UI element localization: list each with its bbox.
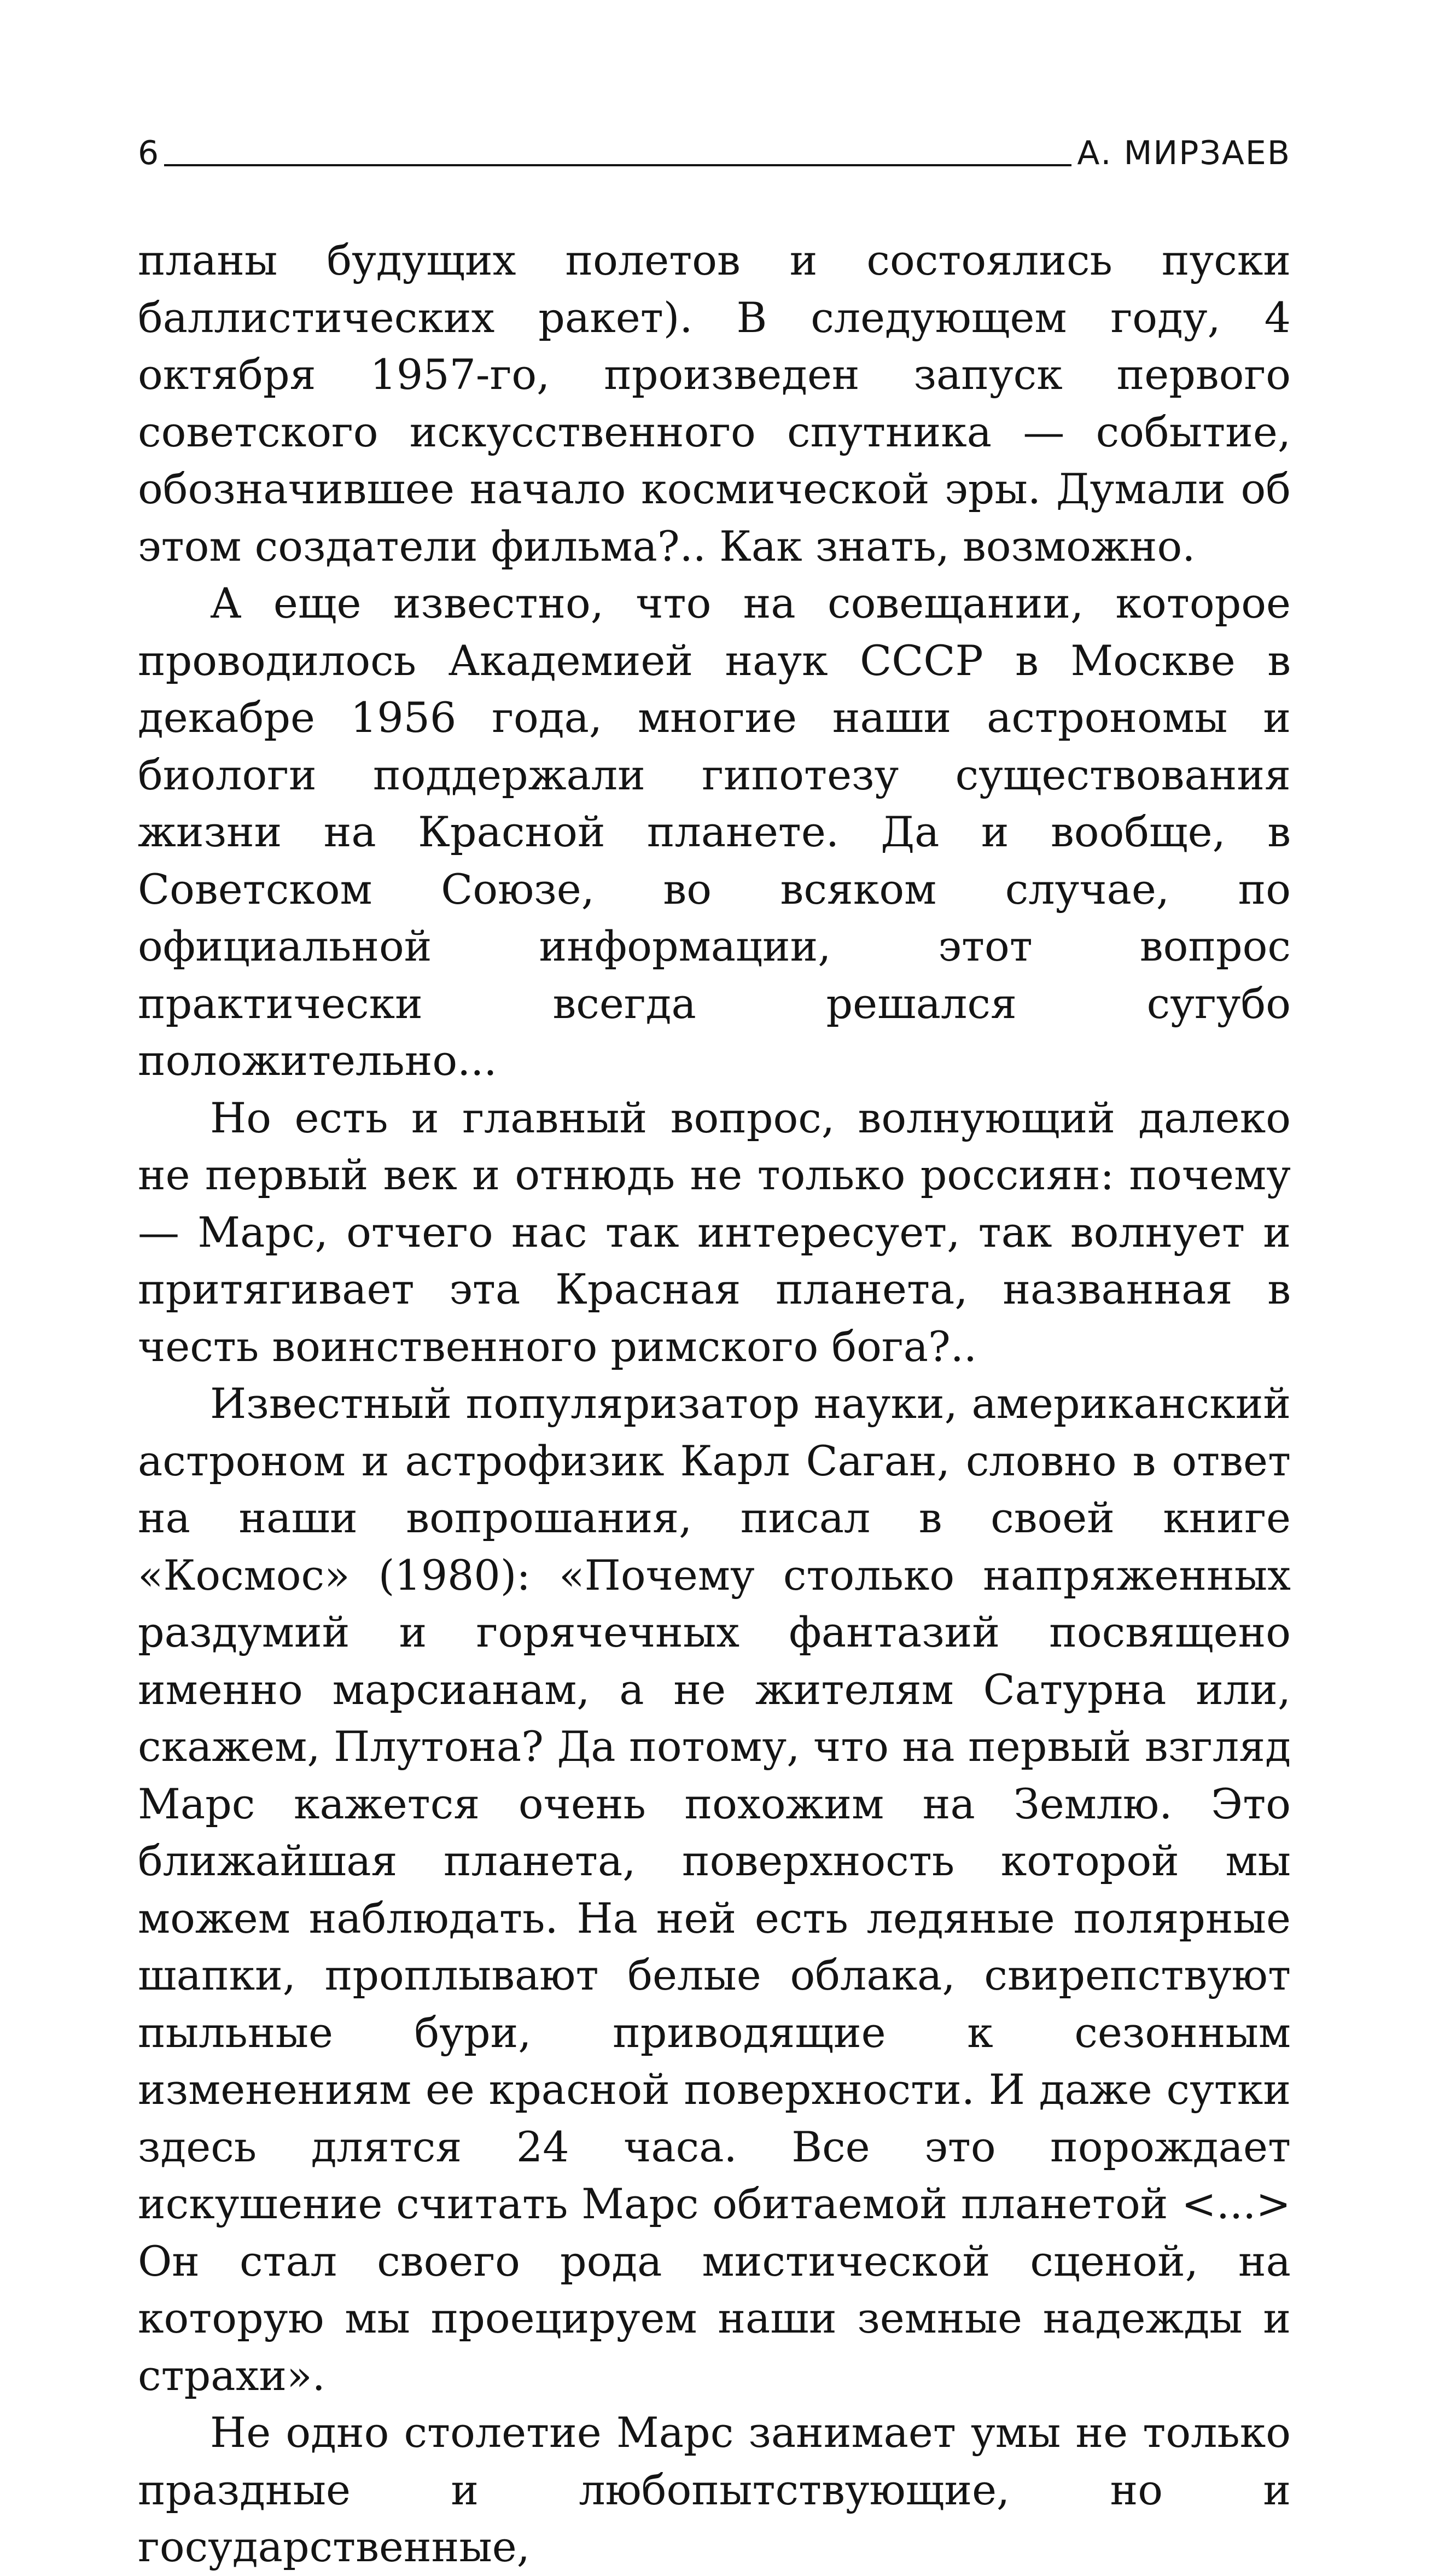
paragraph: Не одно столетие Марс занимает умы не только праздные и любопытствующие, но и государственные,: [138, 2408, 1291, 2571]
paragraph: Но есть и главный вопрос, волнующий далеко не первый век и отнюдь не только россиян: почему — Марс, отчего нас так интересует, так волнует и притягивает эта Красная планета, названная в честь воинственного римского бога?..: [138, 1093, 1291, 1371]
header-rule: [164, 164, 1071, 166]
paragraph-continuation: планы будущих полетов и состоялись пуски баллистических ракет). В следующем году, 4 октября 1957-го, произведен запуск первого советского искусственного спутника — событие, обозначившее начало космической эры. Думали об этом создатели фильма?.. Как знать, возможно.: [138, 236, 1291, 571]
paragraph: Известный популяризатор науки, американский астроном и астрофизик Карл Саган, словно в ответ на наши вопрошания, писал в своей книге «Космос» (1980): «Почему столько напряженных раздумий и горячечных фантазий посвящено именно марсианам, а не жителям Сатурна или, скажем, Плутона? Да потому, что на первый взгляд Марс кажется очень похожим на Землю. Это ближайшая планета, поверхность которой мы можем наблюдать. На ней есть ледяные полярные шапки, проплывают белые облака, свирепствуют пыльные бури, приводящие к сезонным изменениям ее красной поверхности. И даже сутки здесь длятся 24 часа. Все это порождает искушение считать Марс обитаемой планетой <...> Он стал своего рода мистической сценой, на которую мы проецируем наши земные надежды и страхи».: [138, 1379, 1291, 2400]
page-number: 6: [138, 134, 159, 172]
body-text: [138, 232, 1291, 2576]
running-header: [138, 121, 1291, 171]
author-name: А. МИРЗАЕВ: [1077, 134, 1291, 172]
paragraph: А еще известно, что на совещании, которое проводилось Академией наук СССР в Москве в декабре 1956 года, многие наши астрономы и биологи поддержали гипотезу существования жизни на Красной планете. Да и вообще, в Советском Союзе, во всяком случае, по официальной информации, этот вопрос практически всегда решался сугубо положительно...: [138, 579, 1291, 1085]
